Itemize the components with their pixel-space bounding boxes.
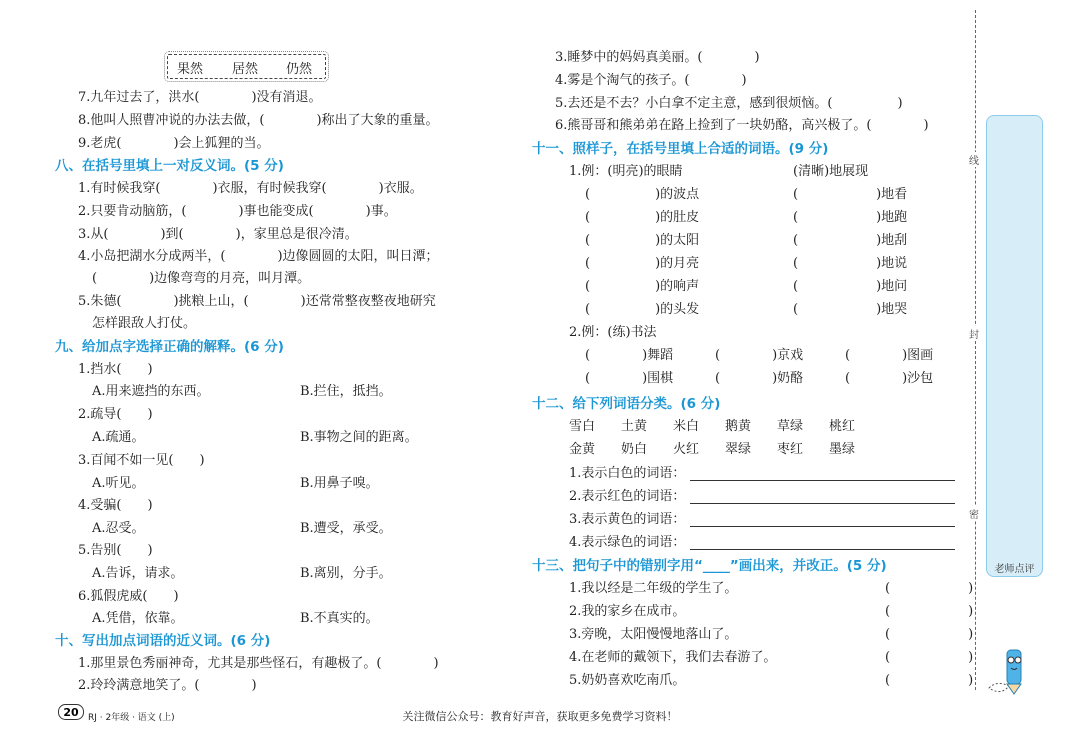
question-line: 5.奶奶喜欢吃南爪。 — [569, 673, 686, 688]
section-heading: 八、在括号里填上一对反义词。(5 分) — [55, 158, 284, 174]
page-number: 20 — [63, 706, 79, 719]
question-line: 3.睡梦中的妈妈真美丽。( ) — [555, 50, 760, 65]
question-line: 2.玲玲满意地笑了。( ) — [78, 678, 257, 693]
footer-grade-label: RJ · 2年级 · 语文 (上) — [88, 713, 175, 723]
word-bank-item: 果然 — [177, 62, 204, 77]
question-line: 4.小岛把湖水分成两半，( )边像圆圆的太阳，叫日潭； — [78, 249, 439, 264]
question-line: 1.挡水( ) — [78, 362, 153, 377]
fold-mark-mi: 密 — [969, 506, 979, 521]
question-line: ( )围棋 — [585, 371, 674, 386]
question-line: ( )的太阳 — [585, 233, 700, 248]
question-line: B.离别，分手。 — [300, 566, 392, 581]
question-line: ( )的肚皮 — [585, 210, 700, 225]
question-line: ( )奶酪 — [715, 371, 804, 386]
question-line: 7.九年过去了，洪水( )没有消退。 — [78, 90, 322, 105]
answer-bracket[interactable]: ( ) — [885, 581, 974, 596]
question-line: B.拦住，抵挡。 — [300, 384, 392, 399]
question-line: 4.雾是个淘气的孩子。( ) — [555, 73, 747, 88]
section-heading: 九、给加点字选择正确的解释。(6 分) — [55, 339, 284, 355]
binding-fold-line — [975, 10, 976, 690]
question-line: 5.告别( ) — [78, 543, 153, 558]
question-line: ( )的响声 — [585, 279, 700, 294]
question-line: 1.我以经是二年级的学生了。 — [569, 581, 738, 596]
question-line: ( )沙包 — [845, 371, 934, 386]
question-line: 2.只要肯动脑筋，( )事也能变成( )事。 — [78, 204, 397, 219]
question-line: ( )地刮 — [793, 233, 908, 248]
question-line: 3.旁晚，太阳慢慢地落山了。 — [569, 627, 738, 642]
pencil-mascot-icon — [983, 640, 1043, 700]
question-line: B.事物之间的距离。 — [300, 430, 418, 445]
section-heading: 十一、照样子，在括号里填上合适的词语。(9 分) — [532, 141, 829, 157]
question-line: 2.疏导( ) — [78, 407, 153, 422]
question-line: ( )边像弯弯的月亮，叫月潭。 — [92, 271, 311, 286]
answer-line-white[interactable] — [690, 480, 955, 481]
question-line: ( )京戏 — [715, 348, 804, 363]
question-line: ( )地跑 — [793, 210, 908, 225]
word-bank-item: 居然 — [232, 62, 259, 77]
answer-bracket[interactable]: ( ) — [885, 650, 974, 665]
question-line: 2.我的家乡在成市。 — [569, 604, 686, 619]
teacher-comment-label: 老师点评 — [994, 564, 1035, 575]
question-line: 3.从( )到( )，家里总是很冷清。 — [78, 227, 358, 242]
word-bank-item: 仍然 — [286, 62, 313, 77]
fold-mark-feng: 封 — [969, 326, 979, 341]
question-line: A.用来遮挡的东西。 — [92, 384, 210, 399]
question-line: ( )舞蹈 — [585, 348, 674, 363]
teacher-comment-panel[interactable] — [986, 115, 1043, 577]
question-line: ( )地看 — [793, 187, 908, 202]
fold-mark-xian: 线 — [969, 152, 979, 167]
question-line: 5.去还是不去？小白拿不定主意，感到很烦恼。( ) — [555, 96, 903, 111]
question-line: A.忍受。 — [92, 521, 145, 536]
question-line: 2.表示红色的词语： — [569, 489, 686, 504]
question-line: 4.表示绿色的词语： — [569, 535, 686, 550]
question-line: 3.百闻不如一见( ) — [78, 453, 205, 468]
question-line: 金黄 奶白 火红 翠绿 枣红 墨绿 — [569, 442, 856, 457]
answer-line-red[interactable] — [690, 503, 955, 504]
question-line: 雪白 土黄 米白 鹅黄 草绿 桃红 — [569, 419, 856, 434]
question-line: A.告诉，请求。 — [92, 566, 184, 581]
question-line: ( )地问 — [793, 279, 908, 294]
question-line: ( )的头发 — [585, 302, 700, 317]
question-line: 1.那里景色秀丽神奇，尤其是那些怪石，有趣极了。( ) — [78, 656, 439, 671]
answer-bracket[interactable]: ( ) — [885, 604, 974, 619]
question-line: 1.有时候我穿( )衣服，有时候我穿( )衣服。 — [78, 181, 423, 196]
answer-line-green[interactable] — [690, 549, 955, 550]
question-line: B.遭受，承受。 — [300, 521, 392, 536]
question-line: 1.例：(明亮)的眼睛 — [569, 164, 683, 179]
section-heading: 十二、给下列词语分类。(6 分) — [532, 396, 721, 412]
question-line: 5.朱德( )挑粮上山，( )还常常整夜整夜地研究 — [78, 294, 436, 309]
question-line: (清晰)地展现 — [793, 164, 869, 179]
footer-notice: 关注微信公众号：教育好声音，获取更多免费学习资料！ — [402, 710, 678, 723]
question-line: 4.受骗( ) — [78, 498, 153, 513]
section-heading: 十、写出加点词语的近义词。(6 分) — [55, 633, 271, 649]
question-line: 3.表示黄色的词语： — [569, 512, 686, 527]
word-bank-box — [167, 54, 326, 79]
question-line: A.听见。 — [92, 476, 145, 491]
question-line: 1.表示白色的词语： — [569, 466, 686, 481]
section-heading: 十三、把句子中的错别字用“____”画出来，并改正。(5 分) — [532, 558, 887, 574]
question-line: A.疏通。 — [92, 430, 145, 445]
answer-line-yellow[interactable] — [690, 526, 955, 527]
question-line: ( )地说 — [793, 256, 908, 271]
answer-bracket[interactable]: ( ) — [885, 673, 974, 688]
question-line: ( )图画 — [845, 348, 934, 363]
question-line: ( )的月亮 — [585, 256, 700, 271]
question-line: B.不真实的。 — [300, 611, 379, 626]
question-line: 2.例：(练)书法 — [569, 325, 657, 340]
question-line: B.用鼻子嗅。 — [300, 476, 379, 491]
question-line: 9.老虎( )会上狐狸的当。 — [78, 136, 270, 151]
answer-bracket[interactable]: ( ) — [885, 627, 974, 642]
question-line: ( )的波点 — [585, 187, 700, 202]
question-line: 怎样跟敌人打仗。 — [92, 316, 197, 331]
question-line: 4.在老师的戴领下，我们去春游了。 — [569, 650, 777, 665]
question-line: 8.他叫人照曹冲说的办法去做，( )称出了大象的重量。 — [78, 113, 439, 128]
question-line: ( )地哭 — [793, 302, 908, 317]
question-line: 6.狐假虎威( ) — [78, 589, 179, 604]
question-line: 6.熊哥哥和熊弟弟在路上捡到了一块奶酪，高兴极了。( ) — [555, 118, 929, 133]
question-line: A.凭借，依靠。 — [92, 611, 184, 626]
